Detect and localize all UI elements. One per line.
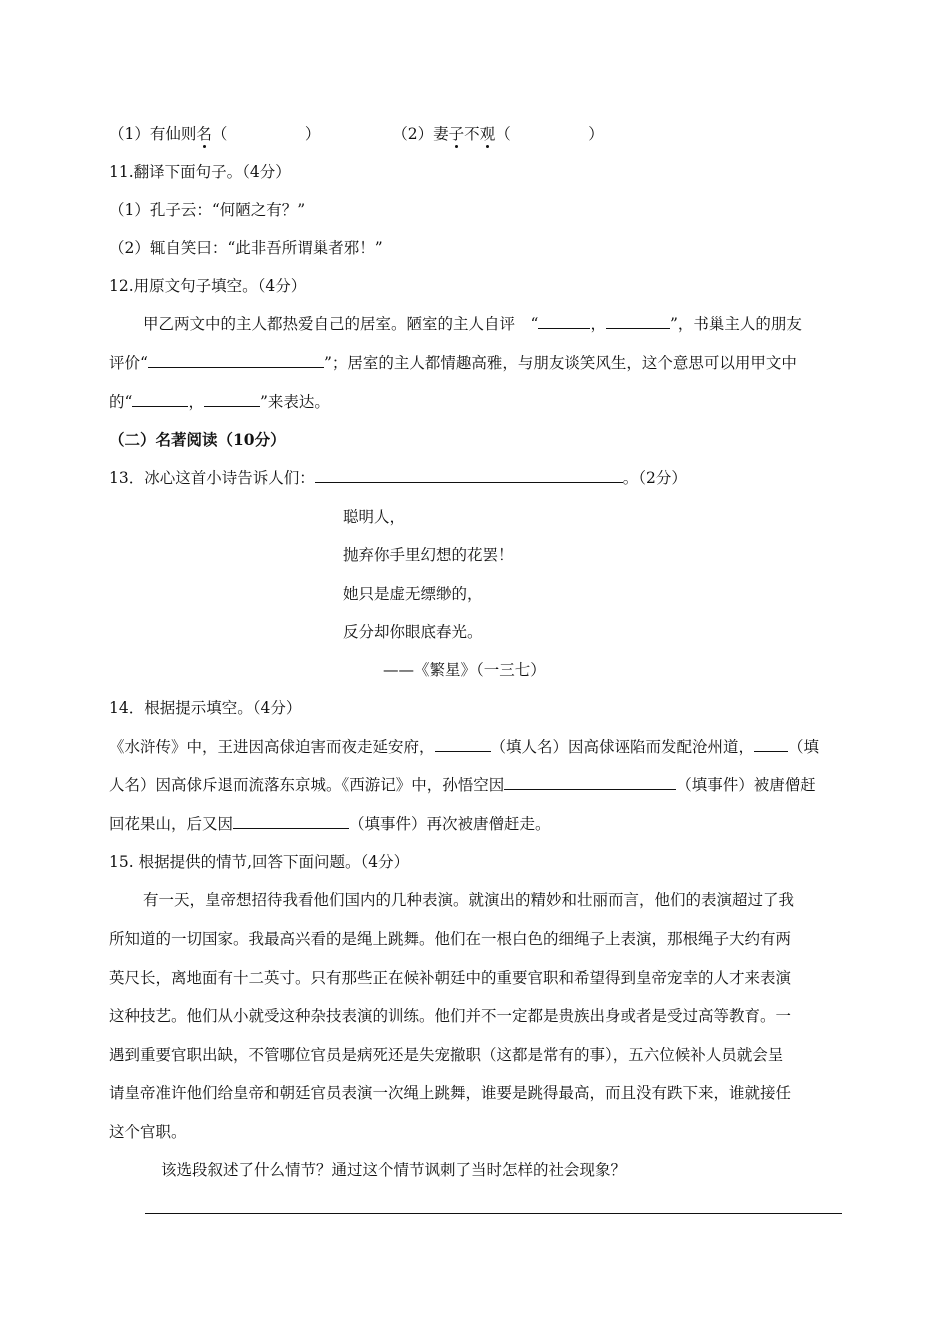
q10-item1-text: （1）有仙则 (109, 125, 197, 143)
q11-sentence-2: （2）辄自笑曰：“此非吾所谓巢者邪！” (109, 239, 383, 257)
q10-item2-dotted-2: 观 (479, 125, 496, 143)
q11-sentence-1: （1）孔子云：“何陋之有？” (109, 201, 306, 219)
q13-poem-line-1: 聪明人， (343, 508, 406, 526)
q10-item1 (109, 125, 320, 143)
q14-text-b: （填人名）因高俅诬陷而发配沧州道， (490, 738, 755, 756)
q14-line-1 (109, 737, 819, 757)
q10-items (109, 124, 604, 144)
q12-blank-4[interactable] (132, 392, 188, 407)
q14-blank-4[interactable] (233, 814, 349, 829)
q14-blank-1[interactable] (435, 737, 491, 752)
q12-comma-2: ， (188, 393, 204, 411)
q15-paragraph-line: 英尺长，离地面有十二英寸。只有那些正在候补朝廷中的重要官职和希望得到皇帝宠幸的人才来表演 (109, 969, 792, 987)
q12-title: 12.用原文句子填空。（4分） (109, 277, 307, 295)
q10-item2 (392, 125, 603, 143)
q14-title: 14．根据提示填空。（4分） (109, 699, 302, 717)
q13-poem-line-4: 反分却你眼底春光。 (343, 623, 483, 641)
q14-line-3 (109, 814, 551, 834)
q10-item2-dotted-1: 子 (448, 125, 465, 143)
q15-paragraph-line: 请皇帝准许他们给皇帝和朝廷官员表演一次绳上跳舞，谁要是跳得最高，而且没有跌下来，谁就接任 (109, 1084, 792, 1102)
q14-line-2 (109, 775, 816, 795)
q15-question: 该选段叙述了什么情节？通过这个情节讽刺了当时怎样的社会现象？ (161, 1161, 627, 1179)
q10-item1-dotted: 名 (196, 125, 212, 143)
q10-item2-blank[interactable]: （ ） (495, 125, 604, 143)
q10-item2-text: （2）妻 (392, 125, 449, 143)
q10-item1-blank[interactable]: （ ） (211, 125, 321, 143)
q14-text-c: （填 (788, 738, 820, 756)
q14-blank-3[interactable] (504, 775, 676, 790)
q13-text-b: 。（2分） (622, 469, 687, 487)
q12-comma-1: ， (590, 315, 606, 333)
q14-text-a: 《水浒传》中，王进因高俅迫害而夜走延安府， (109, 738, 435, 756)
q12-text-d: ”；居室的主人都情趣高雅，与朋友谈笑风生，这个意思可以用甲文中 (323, 354, 797, 372)
q10-item2-mid: 不 (464, 125, 480, 143)
q15-paragraph-line: 遇到重要官职出缺，不管哪位官员是病死还是失宠撤职（这都是常有的事），五六位候补人员就会呈 (109, 1046, 784, 1064)
q15-answer-line[interactable] (145, 1213, 842, 1214)
q13-poem-line-3: 她只是虚无缥缈的， (343, 585, 483, 603)
q12-text-b: ”，书巢主人的朋友 (669, 315, 802, 333)
q14-text-d: 人名）因高俅斥退而流落东京城。《西游记》中，孙悟空因 (109, 776, 505, 794)
q15-paragraph-line: 这种技艺。他们从小就受这种杂技表演的训练。他们并不一定都是贵族出身或者是受过高等教育。一 (109, 1007, 792, 1025)
q13-text-a: 13．冰心这首小诗告诉人们： (109, 469, 315, 487)
q11-title: 11.翻译下面句子。（4分） (109, 163, 291, 181)
q12-blank-3[interactable] (148, 353, 324, 368)
q12-blank-5[interactable] (204, 392, 260, 407)
q12-text-e: 的“ (109, 393, 133, 411)
q12-text-c: 评价“ (109, 354, 148, 372)
q12-blank-2[interactable] (606, 314, 670, 329)
q13-source: ——《繁星》（一三七） (383, 661, 546, 679)
q13-title (109, 468, 687, 488)
q12-blank-1[interactable] (538, 314, 590, 329)
section-title-famous-works: （二）名著阅读（10分） (109, 430, 286, 449)
q15-paragraph-line: 所知道的一切国家。我最高兴看的是绳上跳舞。他们在一根白色的细绳子上表演，那根绳子大约有两 (109, 930, 792, 948)
q15-title: 15. 根据提供的情节,回答下面问题。（4分） (109, 853, 410, 871)
q12-text-f: ”来表达。 (259, 393, 330, 411)
q12-text-a: 甲乙两文中的主人都热爱自己的居室。陋室的主人自评 “ (143, 315, 539, 333)
q14-text-e: （填事件）被唐僧赶 (676, 776, 816, 794)
q12-line-3 (109, 392, 330, 412)
q13-poem-line-2: 抛弃你手里幻想的花罢！ (343, 546, 514, 564)
q15-paragraph-line: 这个官职。 (109, 1123, 187, 1141)
q14-text-g: （填事件）再次被唐僧赶走。 (349, 815, 551, 833)
q15-paragraph-line: 有一天，皇帝想招待我看他们国内的几种表演。就演出的精妙和壮丽而言，他们的表演超过了我 (143, 891, 795, 909)
q12-line-1 (143, 314, 802, 334)
q14-text-f: 回花果山，后又因 (109, 815, 234, 833)
q12-line-2 (109, 353, 797, 373)
q14-blank-2[interactable] (754, 737, 788, 752)
q13-blank[interactable] (315, 468, 623, 483)
